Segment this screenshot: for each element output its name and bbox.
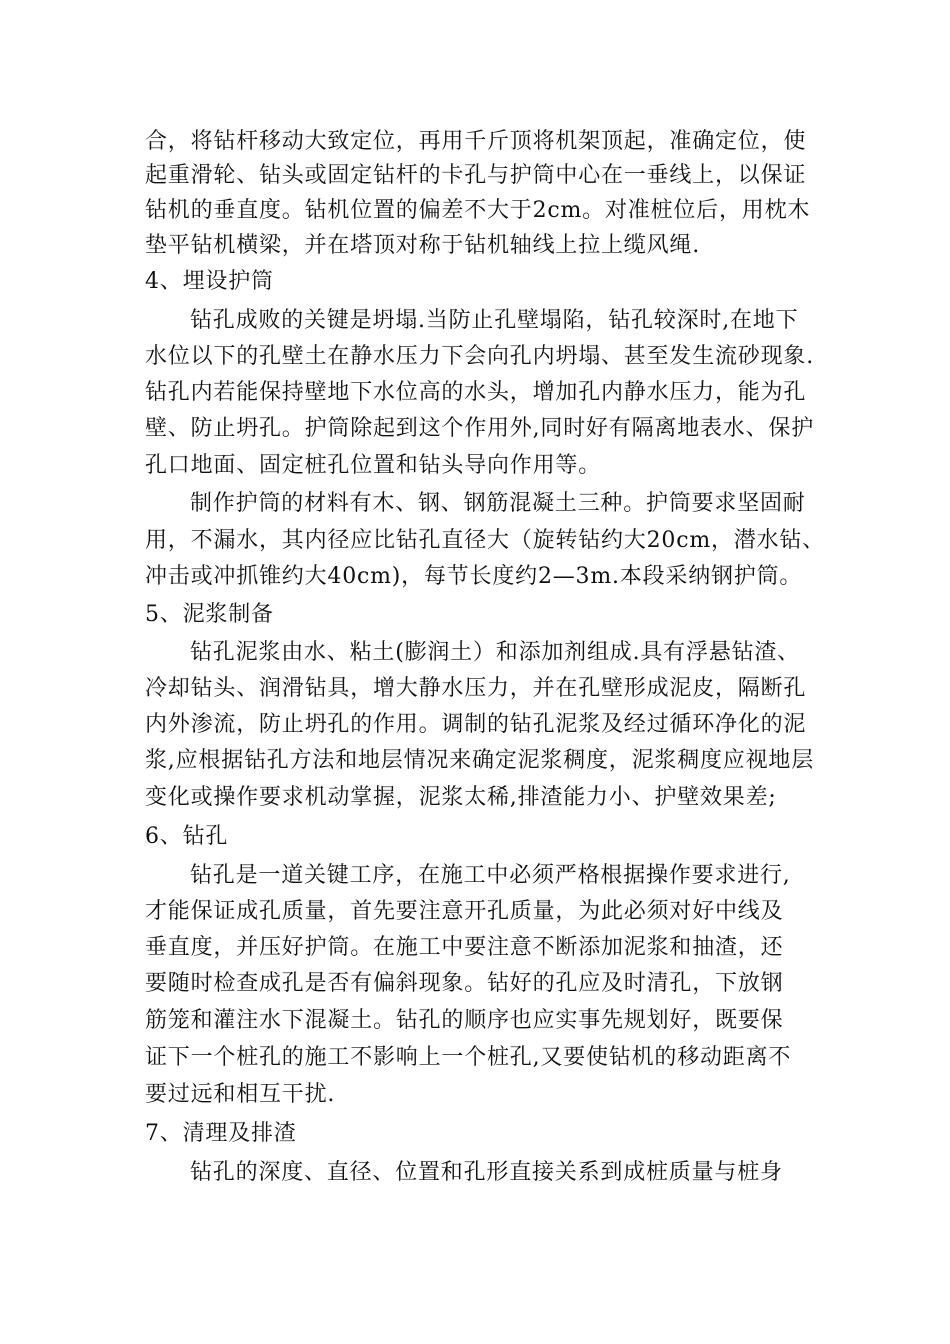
text-line: 冲击或冲抓锥约大40cm)，每节长度约2—3m.本段采纳钢护筒。 <box>145 564 803 589</box>
text-line: 证下一个桩孔的施工不影响上一个桩孔,又要使钻机的移动距离不 <box>145 1045 792 1070</box>
text-line: 冷却钻头、润滑钻具，增大静水压力，并在孔壁形成泥皮，隔断孔 <box>145 676 807 701</box>
text-line: 要随时检查成孔是否有偏斜现象。钻好的孔应及时清孔，下放钢 <box>145 971 784 996</box>
text-line: 钻机的垂直度。钻机位置的偏差不大于2cm。对准桩位后，用枕木 <box>145 198 811 223</box>
text-line: 筋笼和灌注水下混凝土。钻孔的顺序也应实事先规划好，既要保 <box>145 1008 784 1033</box>
section-heading: 4、埋设护筒 <box>145 269 274 294</box>
text-line: 合，将钻杆移动大致定位，再用千斤顶将机架顶起，准确定位，使 <box>145 129 807 154</box>
text-line: 起重滑轮、钻头或固定钻杆的卡孔与护筒中心在一垂线上，以保证 <box>145 163 807 188</box>
text-line: 变化或操作要求机动掌握，泥浆太稀,排渣能力小、护壁效果差; <box>145 785 777 810</box>
section-heading: 6、钻孔 <box>145 824 229 849</box>
paragraph-first-line: 钻孔成败的关键是坍塌.当防止孔壁塌陷，钻孔较深时,在地下 <box>190 308 799 333</box>
section-heading: 5、泥浆制备 <box>145 602 274 627</box>
text-line: 要过远和相互干扰. <box>145 1082 336 1107</box>
text-line: 水位以下的孔壁土在静水压力下会向孔内坍塌、甚至发生流砂现象. <box>145 344 814 369</box>
text-line: 孔口地面、固定桩孔位置和钻头导向作用等。 <box>145 453 602 478</box>
text-line: 内外渗流，防止坍孔的作用。调制的钻孔泥浆及经过循环净化的泥 <box>145 712 807 737</box>
paragraph-first-line: 钻孔的深度、直径、位置和孔形直接关系到成桩质量与桩身 <box>190 1160 783 1185</box>
text-line: 浆,应根据钻孔方法和地层情况来确定泥浆稠度，泥浆稠度应视地层 <box>145 748 814 773</box>
paragraph-first-line: 制作护筒的材料有木、钢、钢筋混凝土三种。护筒要求坚固耐 <box>190 491 806 516</box>
text-line: 才能保证成孔质量，首先要注意开孔质量，为此必须对好中线及 <box>145 899 784 924</box>
paragraph-first-line: 钻孔泥浆由水、粘土(膨润土）和添加剂组成.具有浮悬钻渣、 <box>190 640 800 665</box>
section-heading: 7、清理及排渣 <box>145 1121 297 1146</box>
text-line: 壁、防止坍孔。护筒除起到这个作用外,同时好有隔离地表水、保护 <box>145 416 814 441</box>
paragraph-first-line: 钻孔是一道关键工序，在施工中必须严格根据操作要求进行, <box>190 863 791 888</box>
text-line: 垫平钻机横梁，并在塔顶对称于钻机轴线上拉上缆风绳. <box>145 233 700 258</box>
text-line: 用，不漏水，其内径应比钻孔直径大（旋转钻约大20cm，潜水钻、 <box>145 528 825 553</box>
text-line: 钻孔内若能保持壁地下水位高的水头，增加孔内静水压力，能为孔 <box>145 380 807 405</box>
text-line: 垂直度，并压好护筒。在施工中要注意不断添加泥浆和抽渣，还 <box>145 935 784 960</box>
